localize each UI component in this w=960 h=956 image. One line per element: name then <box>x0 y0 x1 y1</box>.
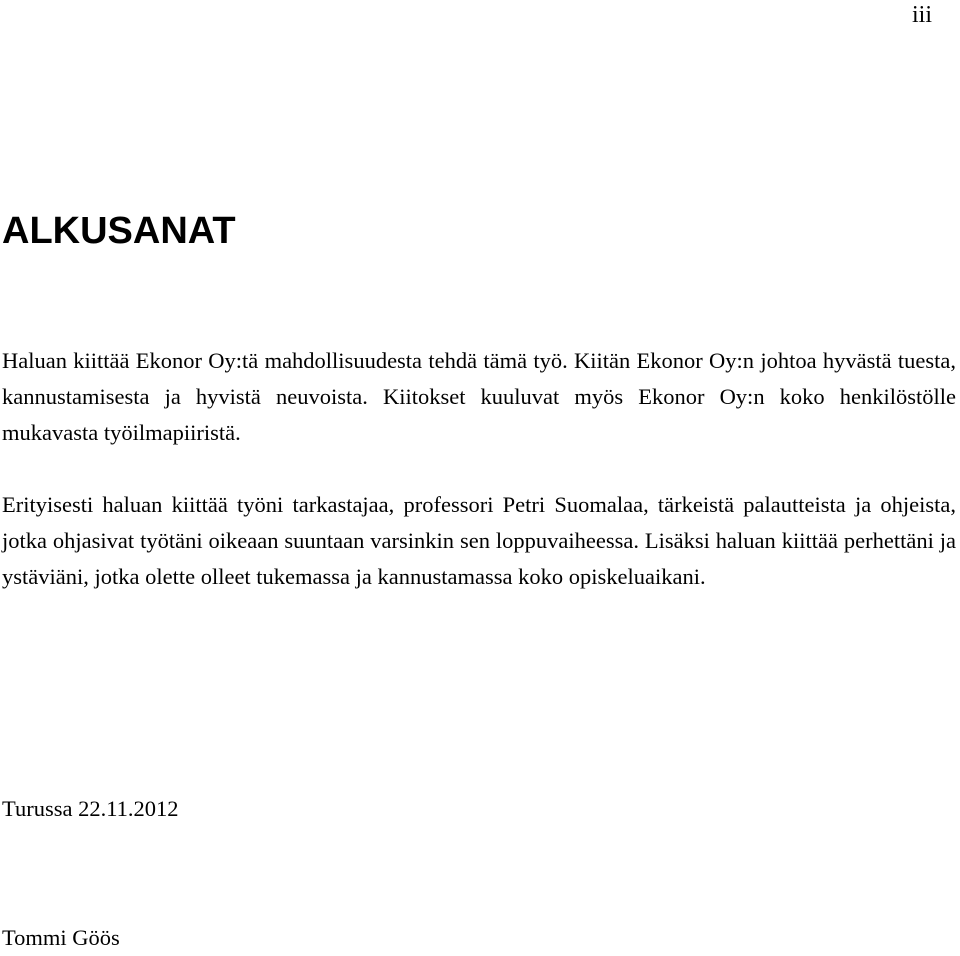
paragraph-acknowledgement-supervisor: Erityisesti haluan kiittää työni tarkastajaa, professori Petri Suomalaa, tärkeistä palautteista ja ohjeista, jotka ohjasivat työtäni oikeaan suuntaan varsinkin sen loppuvaiheessa. Lisäksi haluan kiittää perhettäni ja ystäviäni, jotka olette olleet tukemassa ja kannustamassa koko opiskeluaikani. <box>2 492 956 589</box>
place-and-date: Turussa 22.11.2012 <box>2 796 179 821</box>
author-name: Tommi Göös <box>2 925 120 950</box>
page-title: ALKUSANAT <box>2 210 236 252</box>
paragraph-acknowledgement-company: Haluan kiittää Ekonor Oy:tä mahdollisuudesta tehdä tämä työ. Kiitän Ekonor Oy:n johtoa hyvästä tuesta, kannustamisesta ja hyvistä neuvoista. Kiitokset kuuluvat myös Ekonor Oy:n koko henkilöstölle mukavasta työilmapiiristä. <box>2 348 956 445</box>
page-number: iii <box>911 2 932 28</box>
